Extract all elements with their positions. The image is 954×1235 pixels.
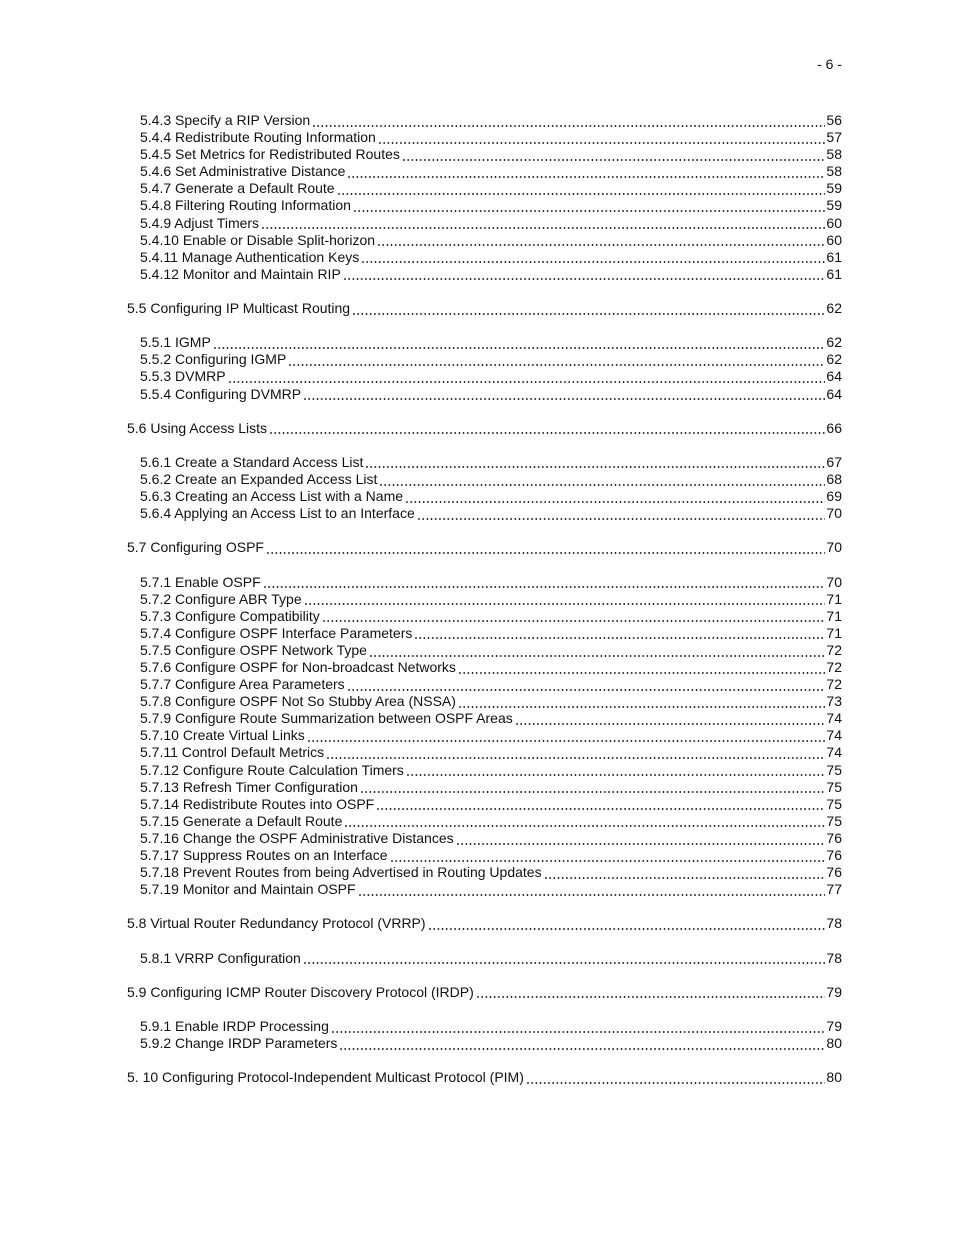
toc-entry[interactable] xyxy=(127,266,842,283)
toc-group xyxy=(127,539,842,898)
toc-leader-dots xyxy=(301,386,826,403)
toc-entry-label: 5.5 Configuring IP Multicast Routing xyxy=(127,300,351,317)
toc-entry[interactable] xyxy=(127,625,842,642)
toc-entry-label: 5.4.9 Adjust Timers xyxy=(140,214,260,231)
toc-entry[interactable] xyxy=(127,813,842,830)
toc-leader-dots xyxy=(426,915,827,932)
toc-entry-label: 5.9 Configuring ICMP Router Discovery Protocol (IRDP) xyxy=(127,983,474,1000)
toc-entry-label: 5.5.1 IGMP xyxy=(140,334,211,351)
toc-entry[interactable] xyxy=(127,351,842,368)
toc-entry-page: 62 xyxy=(826,300,842,317)
toc-section-heading[interactable] xyxy=(127,420,842,437)
toc-entry[interactable] xyxy=(127,471,842,488)
toc-entry[interactable] xyxy=(127,112,842,129)
toc-entry-page: 74 xyxy=(826,727,842,744)
toc-leader-dots xyxy=(350,300,826,317)
toc-group xyxy=(127,1069,842,1086)
toc-entry-page: 75 xyxy=(826,761,842,778)
toc-entry-page: 64 xyxy=(826,368,842,385)
toc-section-heading[interactable] xyxy=(127,539,842,556)
toc-entry[interactable] xyxy=(127,779,842,796)
toc-leader-dots xyxy=(454,830,827,847)
toc-entry[interactable] xyxy=(127,676,842,693)
toc-entry-page: 69 xyxy=(826,488,842,505)
toc-entry-label: 5. 10 Configuring Protocol-Independent Multicast Protocol (PIM) xyxy=(127,1069,524,1086)
toc-entry-page: 79 xyxy=(826,983,842,1000)
toc-entry-label: 5.4.5 Set Metrics for Redistributed Routes xyxy=(140,146,400,163)
toc-entry-page: 80 xyxy=(826,1035,842,1052)
toc-leader-dots xyxy=(363,454,826,471)
toc-entry-label: 5.6.1 Create a Standard Access List xyxy=(140,453,364,470)
toc-sublist xyxy=(127,334,842,402)
toc-entry-page: 72 xyxy=(826,676,842,693)
toc-entry[interactable] xyxy=(127,608,842,625)
toc-leader-dots xyxy=(404,762,827,779)
toc-leader-dots xyxy=(367,642,826,659)
toc-group xyxy=(127,915,842,966)
toc-entry[interactable] xyxy=(127,864,842,881)
toc-entry-label: 5.7 Configuring OSPF xyxy=(127,539,264,556)
toc-leader-dots xyxy=(342,813,826,830)
toc-sublist xyxy=(127,574,842,899)
toc-entry[interactable] xyxy=(127,950,842,967)
toc-entry[interactable] xyxy=(127,368,842,385)
toc-entry-label: 5.7.6 Configure OSPF for Non-broadcast Networks xyxy=(140,659,456,675)
toc-leader-dots xyxy=(329,1018,827,1035)
toc-entry-label: 5.6 Using Access Lists xyxy=(127,419,268,436)
toc-leader-dots xyxy=(259,215,826,232)
toc-sublist xyxy=(127,112,842,283)
toc-entry[interactable] xyxy=(127,693,842,710)
toc-entry-label: 5.7.15 Generate a Default Route xyxy=(140,812,343,829)
toc-entry-page: 62 xyxy=(826,351,842,368)
toc-entry-page: 58 xyxy=(826,163,842,180)
toc-entry-label: 5.6.3 Creating an Access List with a Name xyxy=(140,488,404,505)
toc-entry-label: 5.5.2 Configuring IGMP xyxy=(140,351,287,368)
toc-leader-dots xyxy=(345,163,826,180)
toc-entry-page: 71 xyxy=(826,590,842,607)
toc-entry[interactable] xyxy=(127,197,842,214)
toc-entry-label: 5.6.2 Create an Expanded Access List xyxy=(140,470,378,487)
toc-entry-page: 70 xyxy=(826,573,842,590)
toc-entry[interactable] xyxy=(127,574,842,591)
toc-entry-label: 5.7.7 Configure Area Parameters xyxy=(140,676,345,693)
toc-entry-label: 5.4.11 Manage Authentication Keys xyxy=(140,248,360,265)
toc-section-heading[interactable] xyxy=(127,984,842,1001)
toc-leader-dots xyxy=(415,505,827,522)
toc-entry-page: 67 xyxy=(826,453,842,470)
toc-entry-label: 5.7.12 Configure Route Calculation Timers xyxy=(140,761,404,778)
toc-entry[interactable] xyxy=(127,1018,842,1035)
toc-leader-dots xyxy=(542,864,827,881)
toc-entry-page: 62 xyxy=(826,334,842,351)
toc-entry-page: 61 xyxy=(826,248,842,265)
toc-entry-page: 70 xyxy=(826,539,842,556)
toc-entry[interactable] xyxy=(127,163,842,180)
toc-entry-label: 5.4.3 Specify a RIP Version xyxy=(140,112,311,128)
toc-leader-dots xyxy=(513,710,827,727)
toc-entry[interactable] xyxy=(127,180,842,197)
toc-entry-label: 5.7.19 Monitor and Maintain OSPF xyxy=(140,881,356,898)
toc-entry-label: 5.7.4 Configure OSPF Interface Parameters xyxy=(140,624,413,641)
toc-entry-page: 71 xyxy=(826,607,842,624)
toc-entry[interactable] xyxy=(127,1035,842,1052)
toc-leader-dots xyxy=(356,881,827,898)
toc-leader-dots xyxy=(377,471,826,488)
toc-leader-dots xyxy=(375,232,826,249)
toc-entry-page: 78 xyxy=(826,915,842,932)
toc-entry-label: 5.9.2 Change IRDP Parameters xyxy=(140,1035,338,1052)
toc-group xyxy=(127,300,842,403)
toc-entry-page: 72 xyxy=(826,641,842,658)
toc-leader-dots xyxy=(376,129,827,146)
toc-entry[interactable] xyxy=(127,488,842,505)
toc-entry[interactable] xyxy=(127,215,842,232)
toc-entry[interactable] xyxy=(127,505,842,522)
toc-entry-page: 64 xyxy=(826,385,842,402)
toc-entry-page: 80 xyxy=(826,1069,842,1086)
toc-entry-page: 73 xyxy=(826,693,842,710)
toc-entry[interactable] xyxy=(127,454,842,471)
toc-entry-page: 71 xyxy=(826,624,842,641)
toc-leader-dots xyxy=(310,112,826,129)
toc-section-heading[interactable] xyxy=(127,300,842,317)
toc-entry[interactable] xyxy=(127,762,842,779)
toc-group xyxy=(127,420,842,523)
toc-entry[interactable] xyxy=(127,591,842,608)
toc-leader-dots xyxy=(358,779,827,796)
toc-leader-dots xyxy=(337,1035,826,1052)
toc-group xyxy=(127,112,842,283)
toc-entry-page: 60 xyxy=(826,214,842,231)
toc-leader-dots xyxy=(341,266,827,283)
toc-entry[interactable] xyxy=(127,659,842,676)
toc-entry-label: 5.4.4 Redistribute Routing Information xyxy=(140,129,376,146)
toc-sublist xyxy=(127,454,842,522)
toc-entry-label: 5.7.17 Suppress Routes on an Interface xyxy=(140,847,388,864)
toc-entry[interactable] xyxy=(127,796,842,813)
toc-entry-page: 58 xyxy=(826,146,842,163)
toc-entry-label: 5.7.18 Prevent Routes from being Advertised in Routing Updates xyxy=(140,864,542,881)
toc-entry-label: 5.7.3 Configure Compatibility xyxy=(140,607,320,624)
toc-entry-page: 60 xyxy=(826,231,842,248)
toc-entry-label: 5.9.1 Enable IRDP Processing xyxy=(140,1017,329,1034)
toc-entry[interactable] xyxy=(127,881,842,898)
toc-entry[interactable] xyxy=(127,710,842,727)
toc-entry-page: 74 xyxy=(826,744,842,761)
toc-entry-label: 5.4.12 Monitor and Maintain RIP xyxy=(140,265,341,282)
toc-entry-label: 5.7.11 Control Default Metrics xyxy=(140,744,325,761)
toc-entry-label: 5.7.9 Configure Route Summarization between OSPF Areas xyxy=(140,710,513,727)
toc-entry-label: 5.7.2 Configure ABR Type xyxy=(140,590,302,607)
toc-entry[interactable] xyxy=(127,744,842,761)
toc-entry-label: 5.4.8 Filtering Routing Information xyxy=(140,197,351,214)
toc-entry-page: 79 xyxy=(826,1017,842,1034)
toc-entry-page: 57 xyxy=(826,129,842,146)
toc-leader-dots xyxy=(351,197,827,214)
toc-entry-page: 75 xyxy=(826,795,842,812)
toc-entry-page: 75 xyxy=(826,812,842,829)
toc-entry-page: 77 xyxy=(826,881,842,898)
toc-entry-label: 5.7.8 Configure OSPF Not So Stubby Area (NSSA) xyxy=(140,693,456,710)
toc-entry-label: 5.8.1 VRRP Configuration xyxy=(140,949,301,966)
toc-entry-page: 70 xyxy=(826,505,842,522)
toc-section-heading[interactable] xyxy=(127,1069,842,1086)
toc-leader-dots xyxy=(261,574,827,591)
toc-entry-page: 72 xyxy=(826,659,842,675)
toc-entry[interactable] xyxy=(127,830,842,847)
toc-entry-page: 78 xyxy=(826,949,842,966)
toc-leader-dots xyxy=(301,950,827,967)
toc-entry-label: 5.7.10 Create Virtual Links xyxy=(140,727,305,744)
toc-sublist xyxy=(127,950,842,967)
toc-entry[interactable] xyxy=(127,847,842,864)
toc-leader-dots xyxy=(286,351,826,368)
toc-entry-label: 5.5.4 Configuring DVMRP xyxy=(140,385,302,402)
toc-leader-dots xyxy=(324,744,826,761)
toc-entry[interactable] xyxy=(127,334,842,351)
toc-leader-dots xyxy=(374,796,826,813)
toc-leader-dots xyxy=(264,539,826,556)
toc-entry-page: 66 xyxy=(826,419,842,436)
toc-entry[interactable] xyxy=(127,146,842,163)
toc-entry-label: 5.7.5 Configure OSPF Network Type xyxy=(140,641,367,658)
toc-entry[interactable] xyxy=(127,249,842,266)
toc-entry[interactable] xyxy=(127,642,842,659)
toc-leader-dots xyxy=(474,984,827,1001)
toc-leader-dots xyxy=(305,727,827,744)
toc-entry-label: 5.4.7 Generate a Default Route xyxy=(140,180,335,197)
toc-sublist xyxy=(127,1018,842,1052)
toc-entry[interactable] xyxy=(127,129,842,146)
toc-entry-label: 5.5.3 DVMRP xyxy=(140,368,226,385)
toc xyxy=(127,112,842,1086)
toc-leader-dots xyxy=(226,368,827,385)
toc-leader-dots xyxy=(302,591,827,608)
toc-entry-page: 76 xyxy=(826,829,842,846)
toc-entry-label: 5.7.14 Redistribute Routes into OSPF xyxy=(140,795,375,812)
toc-leader-dots xyxy=(388,847,827,864)
toc-entry-page: 75 xyxy=(826,778,842,795)
toc-entry-page: 56 xyxy=(826,112,842,128)
toc-entry-label: 5.7.1 Enable OSPF xyxy=(140,573,261,590)
toc-leader-dots xyxy=(456,659,827,676)
toc-leader-dots xyxy=(211,334,827,351)
page-number-header: - 6 - xyxy=(817,56,842,72)
toc-entry-label: 5.4.10 Enable or Disable Split-horizon xyxy=(140,231,376,248)
toc-entry-page: 76 xyxy=(826,847,842,864)
toc-leader-dots xyxy=(320,608,827,625)
toc-entry-label: 5.7.13 Refresh Timer Configuration xyxy=(140,778,358,795)
toc-entry-label: 5.4.6 Set Administrative Distance xyxy=(140,163,346,180)
toc-entry-label: 5.7.16 Change the OSPF Administrative Distances xyxy=(140,829,454,846)
toc-entry-label: 5.6.4 Applying an Access List to an Interface xyxy=(140,505,415,522)
toc-leader-dots xyxy=(412,625,826,642)
toc-entry-page: 61 xyxy=(826,265,842,282)
toc-leader-dots xyxy=(524,1069,827,1086)
toc-leader-dots xyxy=(335,180,827,197)
toc-leader-dots xyxy=(345,676,827,693)
toc-entry-label: 5.8 Virtual Router Redundancy Protocol (VRRP) xyxy=(127,915,426,932)
toc-entry[interactable] xyxy=(127,232,842,249)
toc-entry-page: 74 xyxy=(826,710,842,727)
toc-entry[interactable] xyxy=(127,727,842,744)
toc-leader-dots xyxy=(456,693,826,710)
toc-entry-page: 59 xyxy=(826,180,842,197)
toc-group xyxy=(127,984,842,1052)
toc-leader-dots xyxy=(400,146,827,163)
toc-entry-page: 68 xyxy=(826,470,842,487)
toc-leader-dots xyxy=(403,488,826,505)
toc-section-heading[interactable] xyxy=(127,915,842,932)
toc-entry[interactable] xyxy=(127,386,842,403)
toc-leader-dots xyxy=(359,249,826,266)
toc-leader-dots xyxy=(267,420,826,437)
toc-entry-page: 76 xyxy=(826,864,842,881)
toc-entry-page: 59 xyxy=(826,197,842,214)
